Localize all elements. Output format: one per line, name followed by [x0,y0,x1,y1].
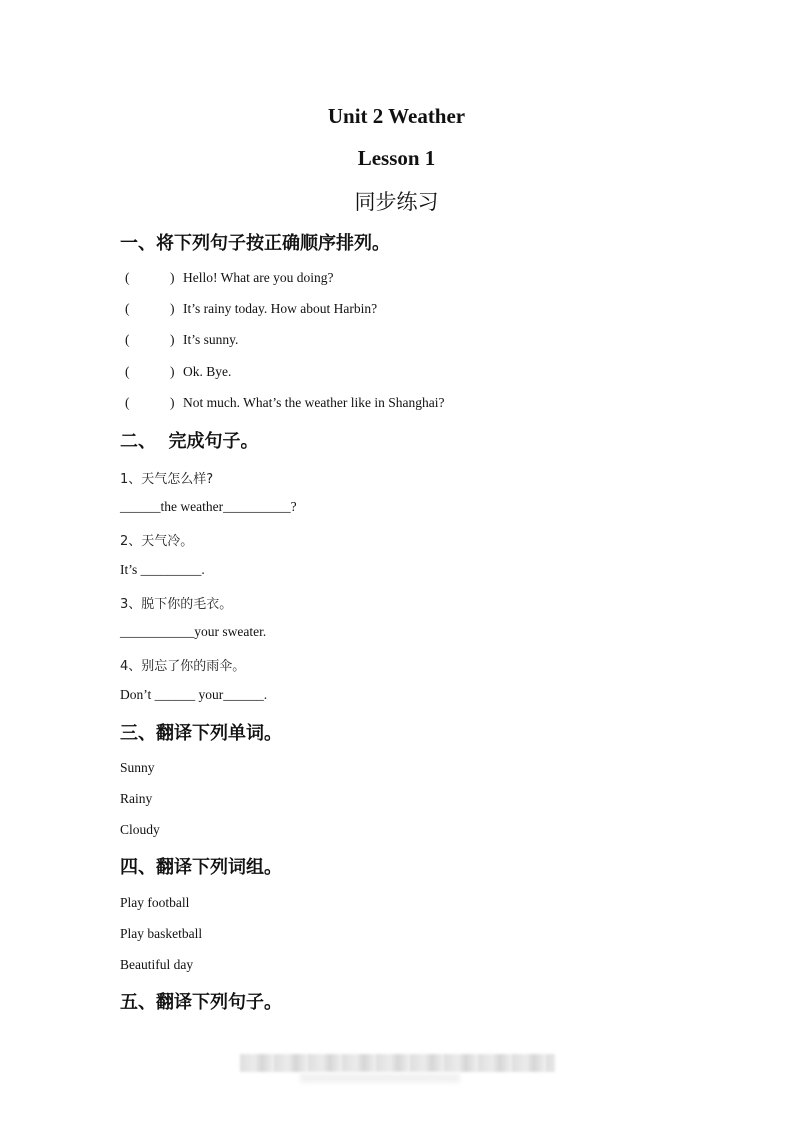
phrase-item-3: Beautiful day [120,957,194,972]
paren-open: ( [125,332,130,347]
ordering-item-text: Not much. What’s the weather like in Shanghai? [183,395,445,410]
ordering-item-text: Hello! What are you doing? [183,270,334,285]
phrase-item-2: Play basketball [120,926,203,941]
blurred-watermark-subline [300,1073,460,1083]
section-2-heading: 二、 完成句子。 [120,431,259,452]
word-item-1: Sunny [120,760,155,775]
sentence-prompt-4: 4、别忘了你的雨伞。 [120,659,246,674]
lesson-title: Lesson 1 [357,146,436,170]
paren-open: ( [125,270,130,285]
phrase-item-1: Play football [120,895,190,910]
ordering-item-text: It’s rainy today. How about Harbin? [183,301,378,316]
section-1-heading: 一、将下列句子按正确顺序排列。 [120,233,390,254]
document-subtitle: 同步练习 [354,190,439,214]
sentence-answer-3: ___________your sweater. [120,624,267,639]
section-3-heading: 三、翻译下列单词。 [120,723,282,744]
document-title: Unit 2 Weather [327,104,466,128]
word-item-2: Rainy [120,791,153,806]
paren-open: ( [125,301,130,316]
word-item-3: Cloudy [120,822,160,837]
sentence-prompt-1: 1、天气怎么样? [120,472,214,487]
sentence-prompt-2: 2、天气冷。 [120,534,194,549]
paren-close: ) [170,270,175,285]
section-4-heading: 四、翻译下列词组。 [120,857,282,878]
paren-close: ) [170,364,175,379]
paren-close: ) [170,301,175,316]
sentence-answer-4: Don’t ______ your______. [120,687,268,702]
ordering-item-text: It’s sunny. [183,332,239,347]
paren-open: ( [125,364,130,379]
section-5-heading: 五、翻译下列句子。 [120,992,282,1013]
paren-close: ) [170,332,175,347]
sentence-answer-2: It’s _________. [120,562,205,577]
paren-open: ( [125,395,130,410]
blurred-watermark [240,1054,555,1072]
ordering-item-text: Ok. Bye. [183,364,232,379]
paren-close: ) [170,395,175,410]
sentence-prompt-3: 3、脱下你的毛衣。 [120,597,233,612]
sentence-answer-1: ______the weather__________? [120,499,297,514]
